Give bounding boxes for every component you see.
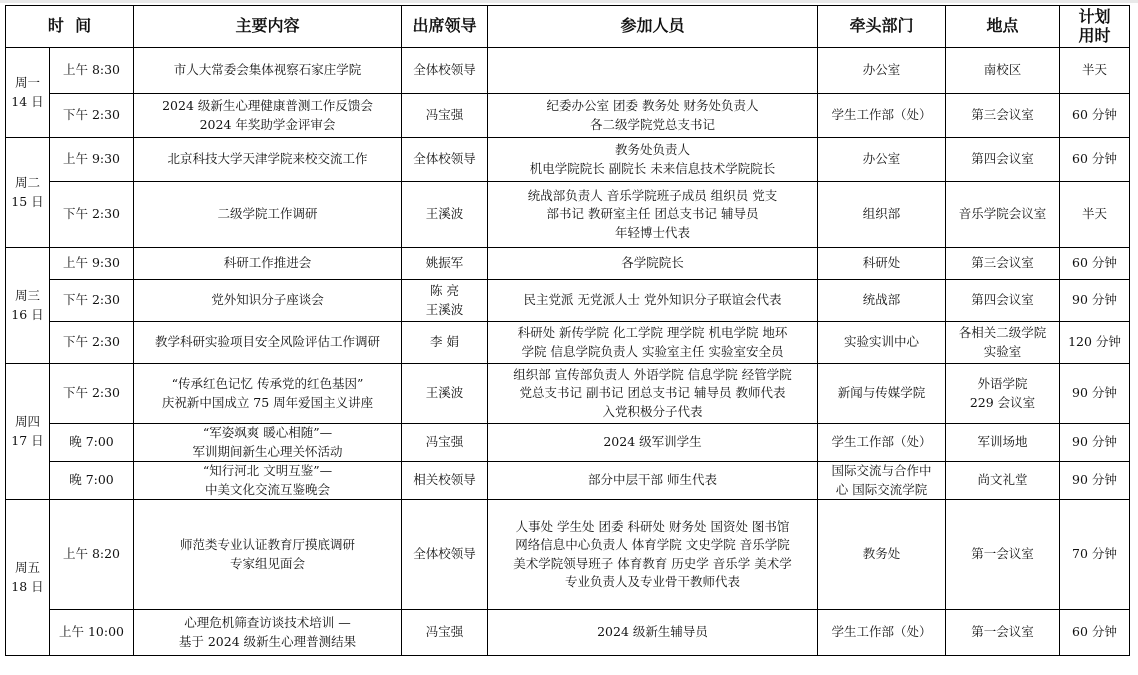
day-cell xyxy=(6,48,50,138)
event-dept xyxy=(818,138,946,182)
header-time: 时 间 xyxy=(6,6,134,48)
event-dept-line: 办公室 xyxy=(862,62,901,78)
event-dept xyxy=(818,424,946,462)
date-label: 16 日 xyxy=(11,306,44,322)
event-attendees xyxy=(488,424,818,462)
event-content-line: 师范类专业认证教育厅摸底调研 xyxy=(179,537,355,553)
event-content xyxy=(134,48,402,94)
event-dept xyxy=(818,248,946,280)
header-row xyxy=(6,6,1130,48)
event-duration: 60 分钟 xyxy=(1060,138,1130,182)
event-attendees-line: 民主党派 无党派人士 党外知识分子联谊会代表 xyxy=(523,292,782,308)
event-dept-line: 新闻与传媒学院 xyxy=(837,385,926,401)
event-place xyxy=(946,424,1060,462)
day-cell xyxy=(6,138,50,248)
event-place xyxy=(946,322,1060,364)
event-content-line: 二级学院工作调研 xyxy=(217,206,318,222)
event-attendees-line: 机电学院院长 副院长 未来信息技术学院院长 xyxy=(529,160,776,176)
event-content xyxy=(134,138,402,182)
event-content-line: “知行河北 文明互鉴”— xyxy=(202,463,333,479)
event-leader-line: 王溪波 xyxy=(425,206,464,222)
event-place-line: 第三会议室 xyxy=(971,255,1034,271)
top-border-line xyxy=(0,0,1138,3)
event-attendees-line: 人事处 学生处 团委 科研处 财务处 国资处 图书馆 xyxy=(515,519,790,535)
event-attendees xyxy=(488,94,818,138)
event-place-line: 第三会议室 xyxy=(971,107,1034,123)
event-leader xyxy=(402,500,488,610)
event-dept xyxy=(818,364,946,424)
event-place-line: 229 会议室 xyxy=(969,394,1036,410)
event-leader-line: 李 娟 xyxy=(430,334,459,350)
date-label: 15 日 xyxy=(11,193,44,209)
event-time: 下午 2:30 xyxy=(50,182,134,248)
schedule-row xyxy=(6,182,1130,248)
event-dept-line: 组织部 xyxy=(862,206,901,222)
event-duration: 半天 xyxy=(1060,182,1130,248)
event-leader xyxy=(402,280,488,322)
event-leader-line: 陈 亮 xyxy=(430,283,459,299)
event-place-line: 实验室 xyxy=(983,343,1022,359)
event-time: 上午 9:30 xyxy=(50,248,134,280)
header-leader: 出席领导 xyxy=(402,6,488,48)
event-dept xyxy=(818,48,946,94)
event-attendees-line: 年轻博士代表 xyxy=(614,224,690,240)
event-dept xyxy=(818,500,946,610)
event-leader-line: 全体校领导 xyxy=(413,62,476,78)
event-attendees-line: 各学院院长 xyxy=(621,255,684,271)
event-dept xyxy=(818,610,946,656)
event-place-line: 音乐学院会议室 xyxy=(958,206,1047,222)
event-attendees-line: 组织部 宣传部负责人 外语学院 信息学院 经管学院 xyxy=(513,367,792,383)
event-place-line: 尚文礼堂 xyxy=(977,472,1028,488)
event-duration: 90 分钟 xyxy=(1060,364,1130,424)
event-content-line: 庆祝新中国成立 75 周年爱国主义讲座 xyxy=(161,394,374,410)
event-attendees-line: 入党积极分子代表 xyxy=(602,403,703,419)
event-time: 上午 10:00 xyxy=(50,610,134,656)
event-leader xyxy=(402,138,488,182)
event-attendees-line: 学院 信息学院负责人 实验室主任 实验室安全员 xyxy=(521,343,784,359)
event-attendees-line: 各二级学院党总支书记 xyxy=(589,116,715,132)
event-duration: 60 分钟 xyxy=(1060,94,1130,138)
event-leader-line: 冯宝强 xyxy=(425,624,464,640)
header-duration-line: 用时 xyxy=(1078,25,1111,45)
event-place xyxy=(946,248,1060,280)
event-attendees-line: 专业负责人及专业骨干教师代表 xyxy=(564,573,740,589)
event-content-line: “传承红色记忆 传承党的红色基因” xyxy=(171,376,364,392)
event-attendees-line: 部书记 教研室主任 团总支书记 辅导员 xyxy=(546,206,759,222)
event-attendees xyxy=(488,500,818,610)
weekday-label: 周三 xyxy=(14,288,40,304)
event-place-line: 第一会议室 xyxy=(971,624,1034,640)
event-attendees xyxy=(488,248,818,280)
header-content: 主要内容 xyxy=(134,6,402,48)
event-dept-line: 统战部 xyxy=(862,292,901,308)
event-leader xyxy=(402,610,488,656)
event-attendees-line: 2024 级军训学生 xyxy=(603,434,702,450)
weekday-label: 周五 xyxy=(14,560,40,576)
event-attendees-line: 2024 级新生辅导员 xyxy=(597,624,708,640)
event-leader xyxy=(402,462,488,500)
event-place xyxy=(946,94,1060,138)
schedule-row xyxy=(6,280,1130,322)
event-attendees-line: 网络信息中心负责人 体育学院 文史学院 音乐学院 xyxy=(515,537,790,553)
event-attendees xyxy=(488,364,818,424)
event-content-line: 市人大常委会集体视察石家庄学院 xyxy=(173,62,362,78)
schedule-row xyxy=(6,610,1130,656)
event-content xyxy=(134,280,402,322)
header-dept: 牵头部门 xyxy=(818,6,946,48)
schedule-row xyxy=(6,248,1130,280)
event-content-line: 北京科技大学天津学院来校交流工作 xyxy=(167,151,368,167)
event-dept-line: 学生工作部（处） xyxy=(831,107,932,123)
event-place xyxy=(946,138,1060,182)
event-dept-line: 实验实训中心 xyxy=(843,334,919,350)
weekly-schedule-table xyxy=(5,5,1130,656)
event-content xyxy=(134,462,402,500)
event-place xyxy=(946,462,1060,500)
event-attendees xyxy=(488,138,818,182)
event-content-line: 2024 年奖助学金评审会 xyxy=(199,116,336,132)
event-leader xyxy=(402,248,488,280)
header-duration-line: 计划 xyxy=(1078,7,1111,27)
schedule-body xyxy=(6,48,1130,656)
event-duration: 90 分钟 xyxy=(1060,462,1130,500)
event-dept xyxy=(818,322,946,364)
event-duration: 90 分钟 xyxy=(1060,424,1130,462)
date-label: 18 日 xyxy=(11,578,44,594)
schedule-row xyxy=(6,138,1130,182)
schedule-row xyxy=(6,322,1130,364)
event-content-line: 党外知识分子座谈会 xyxy=(211,292,324,308)
event-attendees xyxy=(488,322,818,364)
event-time: 下午 2:30 xyxy=(50,364,134,424)
event-time: 下午 2:30 xyxy=(50,280,134,322)
event-content-line: 军训期间新生心理关怀活动 xyxy=(192,443,343,459)
event-duration: 70 分钟 xyxy=(1060,500,1130,610)
event-leader xyxy=(402,322,488,364)
event-leader-line: 全体校领导 xyxy=(413,151,476,167)
event-content xyxy=(134,610,402,656)
event-leader-line: 全体校领导 xyxy=(413,546,476,562)
event-place xyxy=(946,500,1060,610)
event-leader-line: 冯宝强 xyxy=(425,434,464,450)
event-attendees-line: 科研处 新传学院 化工学院 理学院 机电学院 地环 xyxy=(517,325,788,341)
event-dept xyxy=(818,462,946,500)
event-content xyxy=(134,248,402,280)
event-place xyxy=(946,280,1060,322)
event-attendees xyxy=(488,462,818,500)
weekday-label: 周四 xyxy=(14,414,40,430)
event-dept xyxy=(818,94,946,138)
event-dept-line: 科研处 xyxy=(862,255,901,271)
event-dept xyxy=(818,182,946,248)
event-place xyxy=(946,182,1060,248)
event-time: 晚 7:00 xyxy=(50,462,134,500)
event-time: 下午 2:30 xyxy=(50,322,134,364)
event-duration: 90 分钟 xyxy=(1060,280,1130,322)
event-time: 晚 7:00 xyxy=(50,424,134,462)
event-place-line: 第四会议室 xyxy=(971,151,1034,167)
header-place: 地点 xyxy=(946,6,1060,48)
event-time: 下午 2:30 xyxy=(50,94,134,138)
weekday-label: 周二 xyxy=(14,175,40,191)
event-place-line: 军训场地 xyxy=(977,434,1028,450)
event-content xyxy=(134,364,402,424)
event-duration: 半天 xyxy=(1060,48,1130,94)
event-dept-line: 学生工作部（处） xyxy=(831,624,932,640)
event-attendees-line: 纪委办公室 团委 教务处 财务处负责人 xyxy=(546,98,759,114)
event-time: 上午 8:30 xyxy=(50,48,134,94)
header-duration xyxy=(1060,6,1130,48)
event-content-line: 教学科研实验项目安全风险评估工作调研 xyxy=(154,334,380,350)
event-leader xyxy=(402,94,488,138)
day-cell xyxy=(6,248,50,364)
event-content-line: 专家组见面会 xyxy=(229,555,305,571)
event-duration: 60 分钟 xyxy=(1060,610,1130,656)
event-content xyxy=(134,424,402,462)
event-duration: 60 分钟 xyxy=(1060,248,1130,280)
event-leader xyxy=(402,48,488,94)
event-attendees xyxy=(488,610,818,656)
event-leader-line: 王溪波 xyxy=(425,385,464,401)
schedule-row xyxy=(6,48,1130,94)
event-content xyxy=(134,500,402,610)
event-place-line: 第一会议室 xyxy=(971,546,1034,562)
event-place-line: 第四会议室 xyxy=(971,292,1034,308)
event-content-line: 心理危机筛查访谈技术培训 — xyxy=(184,615,351,631)
event-place xyxy=(946,48,1060,94)
schedule-row xyxy=(6,94,1130,138)
event-dept-line: 心 国际交流学院 xyxy=(835,481,928,497)
event-leader xyxy=(402,182,488,248)
event-place xyxy=(946,364,1060,424)
schedule-row xyxy=(6,462,1130,500)
event-content xyxy=(134,322,402,364)
event-leader xyxy=(402,364,488,424)
event-leader-line: 王溪波 xyxy=(425,301,464,317)
header-attendees: 参加人员 xyxy=(488,6,818,48)
event-content xyxy=(134,94,402,138)
event-dept-line: 办公室 xyxy=(862,151,901,167)
weekday-label: 周一 xyxy=(14,75,40,91)
event-attendees-line: 部分中层干部 师生代表 xyxy=(588,472,717,488)
event-time: 上午 8:20 xyxy=(50,500,134,610)
event-attendees-line: 教务处负责人 xyxy=(614,142,690,158)
event-dept-line: 教务处 xyxy=(862,546,901,562)
event-attendees xyxy=(488,48,818,94)
event-attendees xyxy=(488,280,818,322)
event-content-line: 2024 级新生心理健康普测工作反馈会 xyxy=(162,98,373,114)
date-label: 14 日 xyxy=(11,93,44,109)
date-label: 17 日 xyxy=(11,432,44,448)
event-time: 上午 9:30 xyxy=(50,138,134,182)
event-content-line: “军姿飒爽 暖心相随”— xyxy=(202,425,333,441)
event-content-line: 基于 2024 级新生心理普测结果 xyxy=(178,633,357,649)
schedule-row xyxy=(6,500,1130,610)
schedule-row xyxy=(6,424,1130,462)
event-duration: 120 分钟 xyxy=(1060,322,1130,364)
event-dept xyxy=(818,280,946,322)
event-attendees-line: 党总支书记 副书记 团总支书记 辅导员 教师代表 xyxy=(519,385,786,401)
event-dept-line: 国际交流与合作中 xyxy=(831,463,932,479)
day-cell xyxy=(6,500,50,656)
event-dept-line: 学生工作部（处） xyxy=(831,434,932,450)
event-place-line: 外语学院 xyxy=(977,376,1028,392)
event-attendees-line: 美术学院领导班子 体育教育 历史学 音乐学 美术学 xyxy=(513,555,792,571)
event-attendees-line: 统战部负责人 音乐学院班子成员 组织员 党支 xyxy=(527,188,778,204)
event-content-line: 科研工作推进会 xyxy=(223,255,312,271)
event-leader-line: 相关校领导 xyxy=(413,472,476,488)
day-cell xyxy=(6,364,50,500)
event-content xyxy=(134,182,402,248)
event-attendees xyxy=(488,182,818,248)
schedule-row xyxy=(6,364,1130,424)
event-content-line: 中美文化交流互鉴晚会 xyxy=(204,481,330,497)
event-place xyxy=(946,610,1060,656)
event-place-line: 各相关二级学院 xyxy=(958,325,1047,341)
event-place-line: 南校区 xyxy=(983,62,1022,78)
event-leader-line: 冯宝强 xyxy=(425,107,464,123)
event-leader-line: 姚振军 xyxy=(425,255,464,271)
event-leader xyxy=(402,424,488,462)
